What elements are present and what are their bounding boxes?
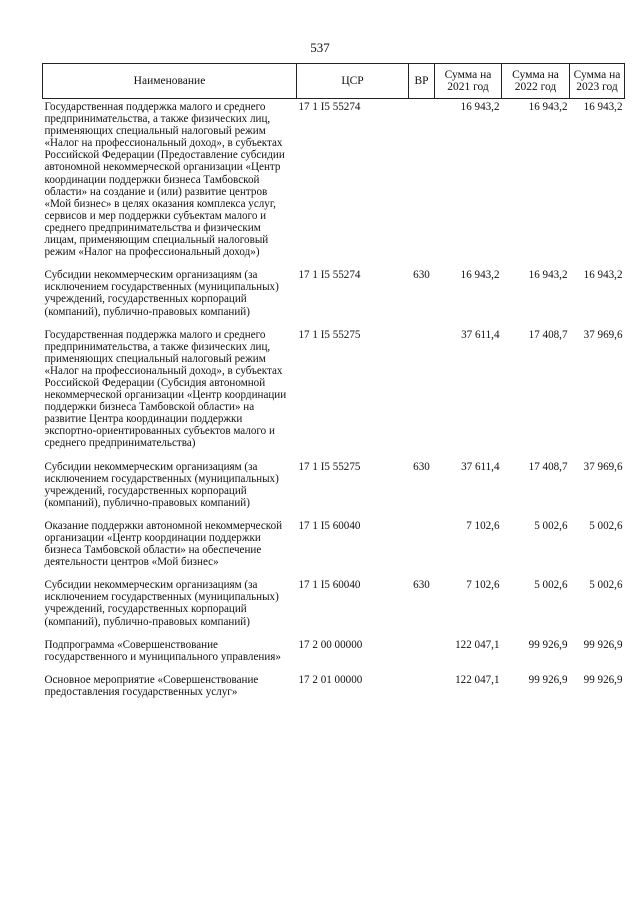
row-vr: [409, 672, 435, 707]
row-sum-2021: 37 611,4: [461, 328, 500, 341]
row-sum-2021: 37 611,4: [461, 460, 500, 473]
header-sum-2021: Сумма на 2021 год: [435, 64, 502, 99]
row-sum-2022: 16 943,2: [528, 101, 568, 113]
row-sum-2022: 5 002,6: [534, 579, 568, 592]
header-vr: ВР: [409, 64, 435, 99]
row-vr: 630: [413, 460, 430, 473]
header-csr: ЦСР: [297, 64, 409, 99]
row-vr: [409, 327, 435, 459]
header-sum-2022: Сумма на 2022 год: [502, 64, 570, 99]
row-name: Оказание поддержки автономной некоммерческой организации «Центр координации поддержки бизнеса Тамбовской области» на обеспечение деятельности центров «Мой бизнес»: [44, 519, 283, 569]
table-row: [43, 267, 625, 326]
budget-table: [42, 63, 625, 707]
row-sum-2021: 7 102,6: [466, 519, 500, 532]
row-sum-2021: 16 943,2: [460, 269, 500, 282]
row-sum-2023: 5 002,6: [589, 519, 623, 532]
row-vr: [409, 637, 435, 672]
row-sum-2021: 122 047,1: [455, 638, 500, 651]
row-name: Государственная поддержка малого и среднего предпринимательства, а также физических лиц, применяющих специальный налоговый режим «Налог на профессиональный доход», в субъектах Российской Федерации (Субсидия автономной некоммерческой организации «Центр координации поддержки бизнеса Тамбовской области» на развитие Центра координации поддержки экспортно-ориентированных субъектов малого и среднего предпринимательства): [44, 328, 287, 450]
table-row: [43, 672, 625, 707]
row-sum-2023: 37 969,6: [583, 328, 623, 341]
row-csr: 17 1 I5 55274: [298, 101, 361, 113]
table-row: [43, 459, 625, 518]
row-sum-2022: 99 926,9: [528, 638, 568, 651]
table-row: [43, 518, 625, 577]
row-csr: 17 1 I5 55275: [298, 460, 361, 473]
row-sum-2022: 16 943,2: [528, 269, 568, 282]
row-sum-2023: 37 969,6: [583, 460, 623, 473]
row-vr: 630: [413, 579, 430, 592]
table-row: [43, 577, 625, 636]
row-csr: 17 1 I5 60040: [298, 519, 361, 532]
row-name: Подпрограмма «Совершенствование государственного и муниципального управления»: [44, 638, 281, 663]
row-sum-2023: 16 943,2: [583, 101, 623, 113]
row-vr: [409, 518, 435, 577]
row-sum-2022: 17 408,7: [528, 460, 568, 473]
row-vr: 630: [413, 269, 430, 282]
row-csr: 17 2 01 00000: [298, 673, 363, 686]
table-row: [43, 99, 625, 268]
row-name: Субсидии некоммерческим организациям (за исключением государственных (муниципальных) учреждений, государственных корпораций (компаний), публично-правовых компаний): [44, 579, 279, 628]
header-sum-2023: Сумма на 2023 год: [570, 64, 625, 99]
row-sum-2022: 99 926,9: [528, 673, 568, 686]
row-csr: 17 1 I5 55274: [298, 269, 361, 282]
table-row: [43, 637, 625, 672]
row-csr: 17 1 I5 55275: [298, 328, 361, 341]
header-name: Наименование: [43, 64, 297, 99]
row-csr: 17 2 00 00000: [298, 638, 363, 651]
page-number: 537: [310, 40, 330, 55]
row-name: Основное мероприятие «Совершенствование предоставления государственных услуг»: [44, 673, 259, 698]
row-sum-2023: 99 926,9: [583, 638, 623, 651]
row-csr: 17 1 I5 60040: [298, 579, 361, 592]
table-header-row: [43, 64, 625, 99]
row-name: Государственная поддержка малого и среднего предпринимательства, а также физических лиц, применяющих специальный налоговый режим «Налог на профессиональный доход», в субъектах Российской Федерации (Предоставление субсидии автономной некоммерческой организации «Центр координации поддержки бизнеса Тамбовской области» на создание и (или) развитие центров «Мой бизнес» в целях оказания комплекса услуг, сервисов и мер поддержки субъектам малого и среднего предпринимательства и физическим лицам, применяющим специальный налоговый режим «Налог на профессиональный доход»): [44, 101, 285, 259]
row-name: Субсидии некоммерческим организациям (за исключением государственных (муниципальных) учреждений, государственных корпораций (компаний), публично-правовых компаний): [44, 460, 279, 509]
row-sum-2021: 122 047,1: [455, 673, 500, 686]
row-sum-2021: 7 102,6: [466, 579, 500, 592]
row-sum-2023: 16 943,2: [583, 269, 623, 282]
row-sum-2023: 99 926,9: [583, 673, 623, 686]
table-row: [43, 327, 625, 459]
row-name: Субсидии некоммерческим организациям (за исключением государственных (муниципальных) учреждений, государственных корпораций (компаний), публично-правовых компаний): [44, 269, 279, 318]
row-vr: [409, 99, 435, 268]
row-sum-2022: 17 408,7: [528, 328, 568, 341]
row-sum-2023: 5 002,6: [589, 579, 623, 592]
row-sum-2021: 16 943,2: [460, 101, 500, 113]
row-sum-2022: 5 002,6: [534, 519, 568, 532]
